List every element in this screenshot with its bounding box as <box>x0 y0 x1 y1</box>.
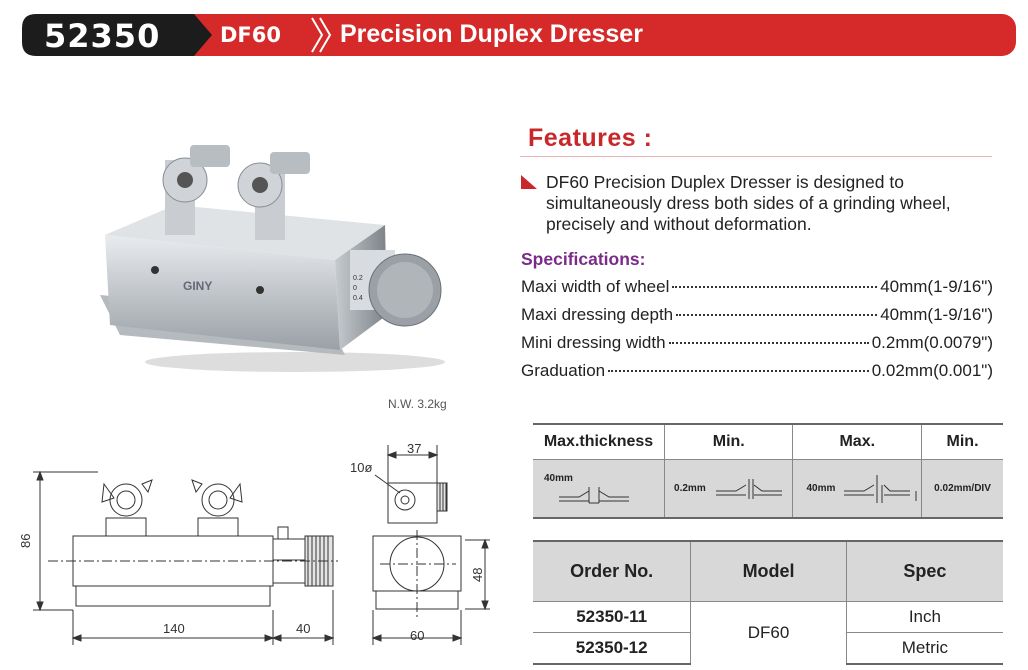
thickness-cell <box>793 460 922 519</box>
dim-base-height: 48 <box>470 567 485 582</box>
wheel-diagram-icon <box>844 475 924 505</box>
order-header: Model <box>691 541 846 602</box>
spec-label: Graduation <box>521 361 606 380</box>
specifications-heading: Specifications: <box>521 249 646 269</box>
thickness-value: 0.2mm <box>674 483 706 494</box>
dim-length: 140 <box>163 621 185 636</box>
model-code: DF60 <box>220 23 282 47</box>
dim-depth: 60 <box>410 628 425 643</box>
order-number: 52350-11 <box>533 602 691 633</box>
thickness-cell <box>533 460 665 519</box>
wheel-diagram-icon <box>716 477 786 501</box>
order-header: Spec <box>846 541 1003 602</box>
spec-row <box>521 277 993 301</box>
thickness-value: 0.02mm/DIV <box>934 483 991 494</box>
order-table <box>533 540 1003 665</box>
leader-dots <box>669 342 869 344</box>
spec-row <box>521 361 993 385</box>
side-view-drawing <box>340 440 500 655</box>
dial-number: 0.4 <box>353 295 363 302</box>
thickness-table <box>533 423 1003 519</box>
spec-value: 40mm(1-9/16") <box>880 277 993 296</box>
thickness-header: Max. <box>793 424 922 460</box>
front-view-drawing <box>18 440 348 655</box>
thickness-cell <box>665 460 793 519</box>
spec-row <box>521 305 993 329</box>
thickness-header: Min. <box>922 424 1003 460</box>
leader-dots <box>676 314 877 316</box>
spec-cell: Inch <box>846 602 1003 633</box>
product-photo <box>95 140 455 380</box>
table-row <box>533 602 1003 633</box>
thickness-header: Min. <box>665 424 793 460</box>
model-cell: DF60 <box>691 602 846 665</box>
dim-knob: 40 <box>296 621 311 636</box>
item-number: 52350 <box>44 17 161 55</box>
dim-hole: 10ø <box>350 460 373 475</box>
bullet-triangle-icon <box>521 175 537 189</box>
spec-value: 0.02mm(0.001") <box>871 361 993 380</box>
dial-number: 0 <box>353 285 357 292</box>
spec-label: Mini dressing width <box>521 333 666 352</box>
features-divider <box>520 156 992 157</box>
brand-mark: GINY <box>183 279 213 293</box>
dim-width: 37 <box>407 441 422 456</box>
leader-dots <box>608 370 869 372</box>
wheel-diagram-icon <box>559 485 639 505</box>
order-header: Order No. <box>533 541 691 602</box>
spec-label: Maxi width of wheel <box>521 277 670 296</box>
thickness-header: Max.thickness <box>533 424 665 460</box>
dim-height: 86 <box>18 533 33 548</box>
net-weight: N.W. 3.2kg <box>388 397 447 411</box>
spec-row <box>521 333 993 357</box>
spec-label: Maxi dressing depth <box>521 305 674 324</box>
thickness-value: 40mm <box>544 473 573 484</box>
spec-value: 0.2mm(0.0079") <box>871 333 993 352</box>
header-banner <box>22 14 1016 56</box>
product-title: Precision Duplex Dresser <box>340 20 643 48</box>
order-number: 52350-12 <box>533 633 691 665</box>
features-description: DF60 Precision Duplex Dresser is designed to simultaneously dress both sides of a grinding wheel, precisely and without deformation. <box>546 172 951 234</box>
thickness-cell <box>922 460 1003 519</box>
spec-cell: Metric <box>846 633 1003 665</box>
thickness-value: 40mm <box>806 483 836 494</box>
leader-dots <box>672 286 877 288</box>
features-heading: Features : <box>528 124 653 152</box>
dial-number: 0.2 <box>353 275 363 282</box>
spec-value: 40mm(1-9/16") <box>880 305 993 324</box>
